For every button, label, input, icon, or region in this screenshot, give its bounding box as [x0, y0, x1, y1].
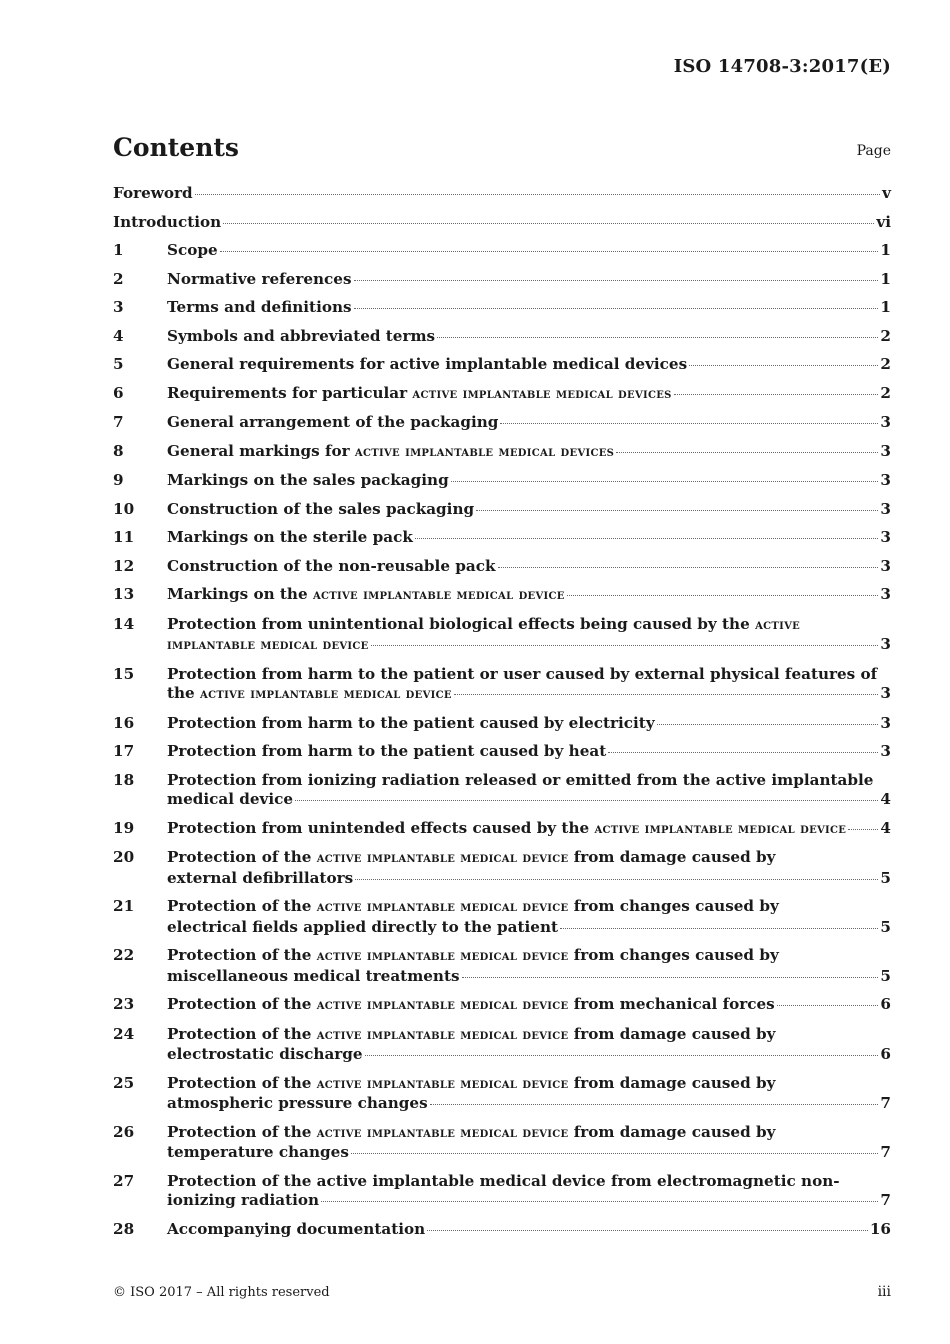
toc-clause-number: 22: [113, 946, 135, 964]
toc-title: the: [167, 684, 195, 702]
toc-title: General arrangement of the packaging: [167, 413, 499, 431]
toc-title-term: active implantable medical device: [312, 587, 565, 603]
toc-entry[interactable]: [113, 1074, 891, 1114]
toc-title-line: Protection of the: [167, 1024, 312, 1043]
dot-leader: [657, 724, 879, 725]
contents-title: Contents: [113, 133, 240, 162]
toc-page-number: 3: [880, 556, 891, 575]
toc-title-term: active implantable medical device: [594, 820, 847, 837]
toc-page-number: 2: [880, 383, 891, 402]
toc-title-line: Protection of the: [167, 897, 312, 915]
dot-leader: [365, 1055, 879, 1056]
copyright-notice: © ISO 2017 – All rights reserved: [113, 1285, 330, 1300]
toc-entry[interactable]: [113, 355, 891, 375]
toc-entry[interactable]: [113, 1172, 891, 1211]
dot-leader: [454, 694, 879, 695]
toc-title-term: active implantable medical device: [316, 997, 569, 1013]
toc-page-number: vi: [876, 212, 891, 231]
toc-title: Protection from harm to the patient caused by electricity: [167, 713, 655, 732]
toc-clause-number: 18: [113, 770, 135, 789]
toc-clause-number: 7: [113, 413, 124, 431]
dot-leader: [195, 194, 881, 195]
toc-entry[interactable]: [113, 413, 891, 433]
toc-title-line: Protection of the active implantable medical device from electromagnetic non-: [167, 1171, 840, 1190]
dot-leader: [355, 879, 878, 880]
dot-leader: [354, 308, 879, 309]
toc-title: Accompanying documentation: [167, 1219, 426, 1238]
toc-page-number: 5: [880, 917, 891, 936]
toc-entry[interactable]: [113, 585, 891, 606]
toc-title: ionizing radiation: [167, 1191, 320, 1209]
dot-leader: [351, 1153, 879, 1154]
toc-entry[interactable]: [113, 384, 891, 405]
toc-clause-number: 16: [113, 713, 135, 732]
toc-title-term: active implantable medical device: [316, 850, 569, 866]
toc-page-number: 7: [880, 1094, 891, 1112]
toc-title: Markings on the sales packaging: [167, 471, 449, 489]
toc-page-number: v: [882, 184, 891, 202]
toc-clause-number: 23: [113, 995, 135, 1013]
toc-title-line: Protection from harm to the patient or user caused by external physical features of: [167, 664, 878, 683]
toc-entry[interactable]: [113, 1123, 891, 1163]
toc-page-number: 3: [880, 528, 891, 546]
toc-entry[interactable]: [113, 771, 891, 810]
dot-leader: [220, 251, 879, 252]
toc-page-number: 6: [880, 995, 891, 1013]
toc-title: Foreword: [113, 184, 193, 202]
toc-title: atmospheric pressure changes: [167, 1094, 428, 1112]
toc-clause-number: 1: [113, 241, 124, 259]
toc-title-line: Protection of the: [167, 946, 312, 964]
toc-page-number: 3: [880, 713, 891, 732]
toc-title-term: active implantable medical devices: [354, 443, 615, 460]
dot-leader: [689, 365, 878, 366]
dot-leader: [427, 1230, 868, 1231]
dot-leader: [437, 337, 878, 338]
toc-title-line: from changes caused by: [573, 946, 779, 964]
toc-page-number: 4: [880, 818, 891, 837]
dot-leader: [415, 538, 879, 539]
table-of-contents: [113, 184, 891, 1248]
toc-clause-number: 8: [113, 441, 124, 460]
dot-leader: [451, 481, 879, 482]
toc-title-line: Protection of the: [167, 1122, 312, 1141]
toc-entry[interactable]: [113, 995, 891, 1016]
toc-title: Terms and definitions: [167, 298, 352, 316]
toc-entry[interactable]: [113, 742, 891, 762]
toc-page-number: 7: [880, 1191, 891, 1209]
toc-page-number: 3: [880, 441, 891, 460]
dot-leader: [567, 595, 879, 596]
toc-entry[interactable]: [113, 819, 891, 840]
toc-title: temperature changes: [167, 1143, 349, 1161]
dot-leader: [674, 394, 879, 395]
toc-title: Protection from unintended effects caused by the: [167, 818, 590, 837]
dot-leader: [354, 280, 879, 281]
toc-title: Construction of the sales packaging: [167, 499, 475, 518]
toc-title: General markings for: [167, 441, 350, 460]
toc-entry[interactable]: [113, 241, 891, 261]
toc-title: medical device: [167, 790, 294, 808]
dot-leader: [430, 1104, 879, 1105]
toc-entry[interactable]: [113, 184, 891, 204]
toc-clause-number: 11: [113, 528, 135, 546]
toc-page-number: 1: [880, 269, 891, 288]
toc-title-term: active: [755, 616, 801, 633]
toc-entry[interactable]: [113, 946, 891, 986]
toc-clause-number: 4: [113, 326, 124, 345]
dot-leader: [608, 752, 878, 753]
dot-leader: [560, 928, 878, 929]
toc-entry[interactable]: [113, 213, 891, 233]
toc-page-number: 5: [880, 868, 891, 887]
toc-page-number: 2: [880, 355, 891, 373]
toc-entry[interactable]: [113, 557, 891, 577]
toc-page-number: 16: [869, 1219, 891, 1238]
toc-entry[interactable]: [113, 615, 891, 656]
dot-leader: [500, 423, 878, 424]
toc-entry[interactable]: [113, 471, 891, 491]
dot-leader: [371, 645, 879, 646]
toc-clause-number: 6: [113, 383, 124, 402]
toc-title: from mechanical forces: [573, 995, 775, 1013]
toc-title-line: from damage caused by: [573, 1122, 776, 1141]
toc-page-number: 2: [880, 326, 891, 345]
toc-title-term: active implantable medical device: [316, 1026, 569, 1043]
toc-title: Symbols and abbreviated terms: [167, 326, 436, 345]
toc-clause-number: 10: [113, 499, 135, 518]
toc-clause-number: 19: [113, 818, 135, 837]
toc-clause-number: 28: [113, 1219, 135, 1238]
document-id: ISO 14708-3:2017(E): [673, 56, 891, 77]
toc-title-term: active implantable medical devices: [412, 385, 672, 402]
toc-clause-number: 15: [113, 664, 135, 683]
toc-entry[interactable]: [113, 270, 891, 290]
toc-page-number: 6: [880, 1045, 891, 1063]
dot-leader: [295, 800, 878, 801]
dot-leader: [616, 452, 878, 453]
toc-title: Markings on the: [167, 585, 308, 603]
toc-title-line: Protection of the: [167, 848, 312, 866]
toc-clause-number: 9: [113, 471, 124, 489]
toc-title-line: Protection from ionizing radiation released or emitted from the active implantable: [167, 770, 874, 789]
toc-page-number: 3: [880, 471, 891, 489]
toc-page-number: 4: [880, 790, 891, 808]
toc-clause-number: 24: [113, 1024, 135, 1043]
toc-clause-number: 5: [113, 355, 124, 373]
toc-title: electrical fields applied directly to the patient: [167, 917, 558, 936]
toc-clause-number: 20: [113, 848, 135, 866]
toc-title: miscellaneous medical treatments: [167, 966, 460, 985]
toc-entry[interactable]: [113, 442, 891, 463]
toc-page-number: 1: [880, 298, 891, 316]
toc-title: Construction of the non-reusable pack: [167, 556, 496, 575]
toc-page-number: 3: [880, 635, 891, 653]
toc-title: electrostatic discharge: [167, 1045, 363, 1063]
toc-title-line: Protection of the: [167, 1073, 312, 1092]
toc-page-number: 3: [880, 684, 891, 702]
toc-title: General requirements for active implantable medical devices: [167, 355, 688, 373]
toc-clause-number: 26: [113, 1122, 135, 1141]
dot-leader: [462, 977, 879, 978]
toc-title-line: from changes caused by: [573, 897, 779, 915]
dot-leader: [476, 510, 878, 511]
toc-title-line: Protection from unintentional biological effects being caused by the: [167, 614, 750, 633]
toc-title-term: active implantable medical device: [316, 1124, 569, 1141]
toc-entry[interactable]: [113, 528, 891, 548]
toc-clause-number: 17: [113, 742, 135, 760]
toc-page-number: 5: [880, 966, 891, 985]
dot-leader: [223, 223, 874, 224]
toc-clause-number: 13: [113, 585, 135, 603]
toc-clause-number: 12: [113, 556, 135, 575]
toc-entry[interactable]: [113, 298, 891, 318]
toc-title-line: from damage caused by: [573, 848, 776, 866]
toc-clause-number: 21: [113, 897, 135, 915]
toc-title-term: active implantable medical device: [316, 1075, 569, 1092]
toc-title-line: from damage caused by: [573, 1073, 776, 1092]
toc-page-number: 3: [880, 742, 891, 760]
toc-title: Protection of the: [167, 995, 312, 1013]
toc-title-term: active implantable medical device: [316, 899, 569, 915]
toc-entry[interactable]: [113, 327, 891, 347]
toc-clause-number: 2: [113, 269, 124, 288]
toc-title-term: implantable medical device: [167, 637, 369, 653]
toc-title-term: active implantable medical device: [200, 686, 452, 702]
dot-leader: [777, 1005, 879, 1006]
toc-title: Requirements for particular: [167, 383, 408, 402]
toc-page-number: 3: [880, 499, 891, 518]
toc-title: external defibrillators: [167, 868, 354, 887]
toc-title: Scope: [167, 241, 218, 259]
page-column-label: Page: [856, 143, 891, 159]
toc-page-number: 3: [880, 585, 891, 603]
toc-entry[interactable]: [113, 665, 891, 705]
toc-title: Normative references: [167, 269, 352, 288]
toc-title: Markings on the sterile pack: [167, 528, 413, 546]
toc-entry[interactable]: [113, 848, 891, 888]
toc-entry[interactable]: [113, 500, 891, 520]
toc-entry[interactable]: [113, 1025, 891, 1065]
dot-leader: [321, 1201, 878, 1202]
toc-clause-number: 3: [113, 298, 124, 316]
dot-leader: [498, 567, 879, 568]
toc-page-number: 1: [880, 241, 891, 259]
toc-entry[interactable]: [113, 1220, 891, 1240]
toc-title: Protection from harm to the patient caused by heat: [167, 742, 607, 760]
toc-entry[interactable]: [113, 897, 891, 937]
toc-title-term: active implantable medical device: [316, 948, 569, 964]
toc-title: Introduction: [113, 212, 222, 231]
dot-leader: [848, 829, 878, 830]
toc-clause-number: 14: [113, 614, 135, 633]
toc-clause-number: 27: [113, 1171, 135, 1190]
toc-title-line: from damage caused by: [573, 1024, 776, 1043]
toc-page-number: 7: [880, 1143, 891, 1161]
toc-entry[interactable]: [113, 714, 891, 734]
page-number: iii: [877, 1284, 891, 1300]
toc-clause-number: 25: [113, 1073, 135, 1092]
toc-page-number: 3: [880, 413, 891, 431]
